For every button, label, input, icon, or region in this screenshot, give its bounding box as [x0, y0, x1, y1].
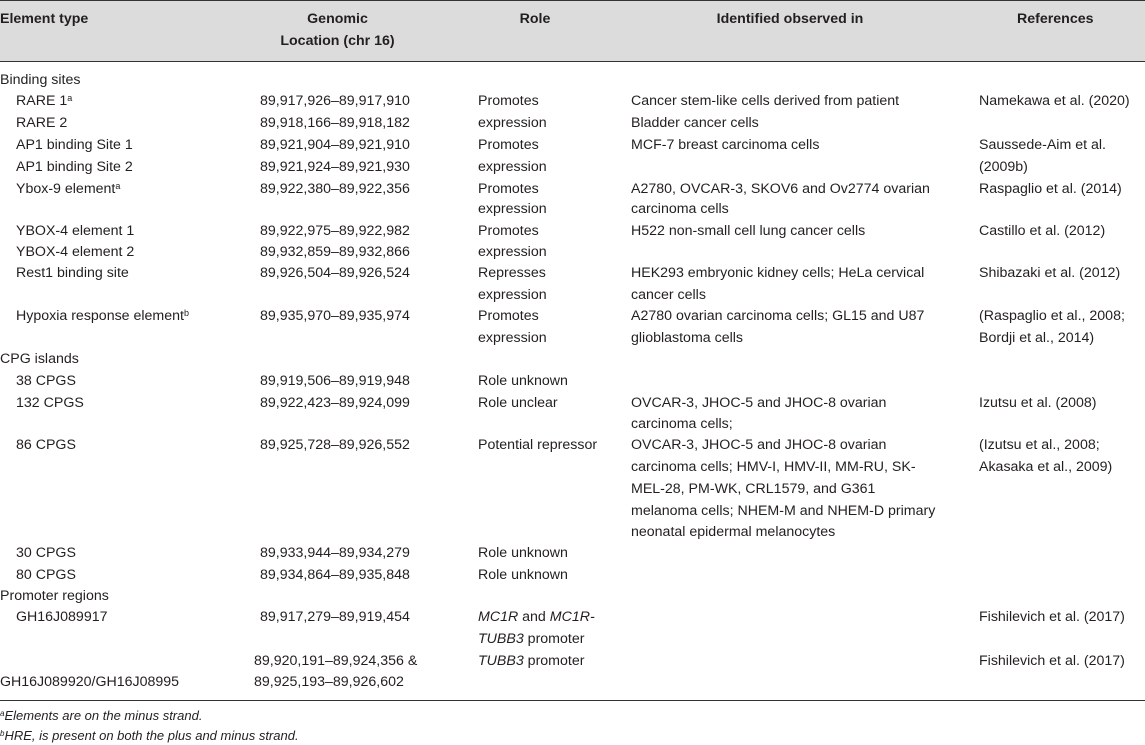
row-gh1-name: GH16J089917 — [16, 609, 108, 625]
row-gh1-reference: Fishilevich et al. (2017) — [979, 609, 1125, 625]
row-ybox4-2-location: 89,932,859–89,932,866 — [260, 244, 410, 260]
row-ap1-role-1: Promotes — [478, 137, 539, 153]
row-rare-role-1: Promotes — [478, 93, 539, 109]
row-cpg30-location: 89,933,944–89,934,279 — [260, 545, 410, 561]
row-hre-role-1: Promotes — [478, 308, 539, 324]
row-cpg86-observed-1: OVCAR-3, JHOC-5 and JHOC-8 ovarian — [631, 437, 887, 453]
section-promoter-regions: Promoter regions — [0, 588, 109, 604]
row-cpg86-role: Potential repressor — [478, 437, 598, 453]
row-cpg86-observed-2: carcinoma cells; HMV-I, HMV-II, MM-RU, SK- — [631, 459, 916, 475]
row-cpg86-observed-3: MEL-28, PM-WK, CRL1579, and G361 — [631, 481, 876, 497]
footnote-b: $^b$HRE, is present on both the plus and minus strand. — [0, 728, 299, 743]
row-rare1-name: RARE 1$^a$ — [16, 93, 73, 109]
row-rare-observed-1: Cancer stem-like cells derived from patient — [631, 93, 900, 109]
row-ybox4-2-name: YBOX-4 element 2 — [16, 244, 135, 260]
row-ybox9-role-2: expression — [478, 201, 547, 217]
row-ybox4-reference: Castillo et al. (2012) — [979, 223, 1106, 239]
row-ybox4-1-location: 89,922,975–89,922,982 — [260, 223, 410, 239]
row-hre-reference-2: Bordji et al., 2014) — [979, 330, 1095, 346]
header-genomic-1: Genomic — [307, 11, 368, 27]
row-ap1-observed: MCF-7 breast carcinoma cells — [631, 137, 820, 153]
row-rare-reference: Namekawa et al. (2020) — [979, 93, 1130, 109]
row-ybox4-role-1: Promotes — [478, 223, 539, 239]
row-ybox4-role-2: expression — [478, 244, 547, 260]
header-role: Role — [519, 11, 551, 27]
row-rare-role-2: expression — [478, 115, 547, 131]
row-cpg86-reference-2: Akasaka et al., 2009) — [979, 459, 1113, 475]
row-ap1-site1-name: AP1 binding Site 1 — [16, 137, 133, 153]
row-rest1-role-2: expression — [478, 287, 547, 303]
row-gh2-location-1: 89,920,191–89,924,356 & — [254, 653, 418, 669]
row-rare1-location: 89,917,926–89,917,910 — [260, 93, 410, 109]
header-genomic-2: Location (chr 16) — [280, 33, 395, 49]
row-rest1-name: Rest1 binding site — [16, 265, 129, 281]
header-element-type: Element type — [0, 11, 89, 27]
row-cpg132-observed-1: OVCAR-3, JHOC-5 and JHOC-8 ovarian — [631, 395, 887, 411]
header-identified: Identified observed in — [716, 11, 864, 27]
row-cpg86-observed-5: neonatal epidermal melanocytes — [631, 524, 836, 540]
row-gh1-location: 89,917,279–89,919,454 — [260, 609, 410, 625]
row-hre-name: Hypoxia response element$^b$ — [16, 308, 189, 324]
row-rest1-observed-2: cancer cells — [631, 287, 706, 303]
row-hre-observed-2: glioblastoma cells — [631, 330, 743, 346]
row-hre-role-2: expression — [478, 330, 547, 346]
row-cpg30-name: 30 CPGS — [16, 545, 76, 561]
row-cpg132-location: 89,922,423–89,924,099 — [260, 395, 410, 411]
row-ybox9-role-1: Promotes — [478, 181, 539, 197]
row-gh2-role: TUBB3 promoter — [478, 653, 585, 669]
footnote-a: $^a$Elements are on the minus strand. — [0, 708, 203, 723]
row-hre-reference-1: (Raspaglio et al., 2008; — [979, 308, 1125, 324]
row-rest1-location: 89,926,504–89,926,524 — [260, 265, 410, 281]
row-ap1-reference-1: Saussede-Aim et al. — [979, 137, 1106, 153]
row-ap1-reference-2: (2009b) — [979, 159, 1028, 175]
row-cpg80-role: Role unknown — [478, 567, 568, 583]
row-cpg132-observed-2: carcinoma cells; — [631, 416, 733, 432]
row-gh1-role-1: MC1R and MC1R- — [478, 609, 595, 625]
row-hre-observed-1: A2780 ovarian carcinoma cells; GL15 and U87 — [631, 308, 925, 324]
row-cpg80-location: 89,934,864–89,935,848 — [260, 567, 410, 583]
row-cpg30-role: Role unknown — [478, 545, 568, 561]
row-rare2-name: RARE 2 — [16, 115, 68, 131]
row-cpg86-observed-4: melanoma cells; NHEM-M and NHEM-D primary — [631, 503, 936, 519]
row-hre-location: 89,935,970–89,935,974 — [260, 308, 410, 324]
row-rare-observed-2: Bladder cancer cells — [631, 115, 759, 131]
header-references: References — [1017, 11, 1094, 27]
row-ybox9-observed-1: A2780, OVCAR-3, SKOV6 and Ov2774 ovarian — [631, 181, 930, 197]
row-ap1-site1-location: 89,921,904–89,921,910 — [260, 137, 410, 153]
row-ap1-site2-location: 89,921,924–89,921,930 — [260, 159, 410, 175]
table-bottom-rule — [0, 700, 1145, 701]
row-ap1-role-2: expression — [478, 159, 547, 175]
row-gh2-location-2: 89,925,193–89,926,602 — [254, 674, 404, 690]
row-ybox9-reference: Raspaglio et al. (2014) — [979, 181, 1122, 197]
row-cpg132-reference: Izutsu et al. (2008) — [979, 395, 1097, 411]
row-rest1-role-1: Represses — [478, 265, 546, 281]
row-rest1-reference: Shibazaki et al. (2012) — [979, 265, 1121, 281]
row-gh2-name: GH16J089920/GH16J08995 — [0, 674, 180, 690]
row-cpg38-role: Role unknown — [478, 373, 568, 389]
row-cpg80-name: 80 CPGS — [16, 567, 76, 583]
section-binding-sites: Binding sites — [0, 72, 81, 88]
row-rare2-location: 89,918,166–89,918,182 — [260, 115, 410, 131]
row-ybox9-observed-2: carcinoma cells — [631, 201, 729, 217]
row-ybox9-name: Ybox-9 element$^a$ — [16, 181, 121, 197]
row-ybox9-location: 89,922,380–89,922,356 — [260, 181, 410, 197]
row-cpg86-location: 89,925,728–89,926,552 — [260, 437, 410, 453]
row-cpg86-name: 86 CPGS — [16, 437, 76, 453]
row-rest1-observed-1: HEK293 embryonic kidney cells; HeLa cervical — [631, 265, 925, 281]
row-cpg38-location: 89,919,506–89,919,948 — [260, 373, 410, 389]
row-cpg132-name: 132 CPGS — [16, 395, 84, 411]
row-ybox4-observed: H522 non-small cell lung cancer cells — [631, 223, 866, 239]
row-gh2-reference: Fishilevich et al. (2017) — [979, 653, 1125, 669]
row-gh1-role-2: TUBB3 promoter — [478, 631, 585, 647]
row-cpg38-name: 38 CPGS — [16, 373, 76, 389]
row-cpg86-reference-1: (Izutsu et al., 2008; — [979, 437, 1100, 453]
row-ybox4-1-name: YBOX-4 element 1 — [16, 223, 135, 239]
row-ap1-site2-name: AP1 binding Site 2 — [16, 159, 133, 175]
section-cpg-islands: CPG islands — [0, 351, 79, 367]
row-cpg132-role: Role unclear — [478, 395, 558, 411]
